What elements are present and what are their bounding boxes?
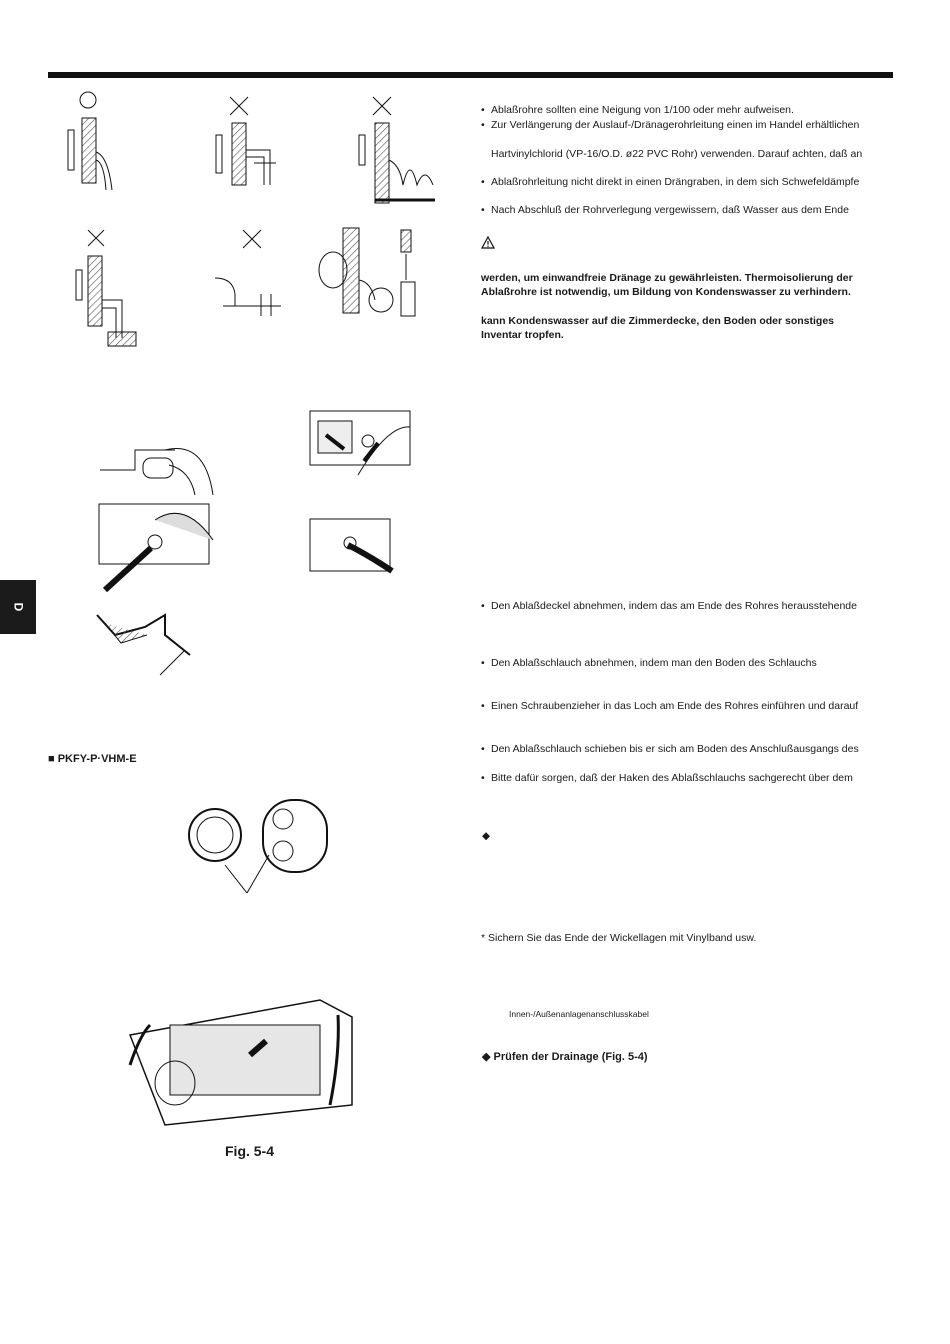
asterisk-note: * Sichern Sie das Ende der Wickellagen mit Vinylband usw. [481, 932, 757, 944]
drain-port-diagram [185, 795, 330, 900]
warning-icon [481, 236, 495, 249]
figure-caption: Fig. 5-4 [225, 1143, 275, 1159]
unit-filter-illustration [120, 995, 355, 1125]
drain-hose-attach-illustration [308, 515, 393, 577]
bullet-remove-drain-cap: • Den Ablaßdeckel abnehmen, indem das am Ende des Rohres herausstehende [491, 599, 857, 613]
warning-text-line-1: werden, um einwandfreie Dränage zu gewährleisten. Thermoisolierung der [481, 272, 853, 284]
warning-text-line-3: kann Kondenswasser auf die Zimmerdecke, den Boden oder sonstiges [481, 315, 835, 327]
top-rule [48, 72, 893, 78]
drain-slope-diagram-correct [60, 90, 130, 190]
drain-pipe-connection-diagram [315, 220, 435, 325]
drain-slope-diagram-wrong-2 [355, 95, 440, 205]
pipe-extension-continued: Hartvinylchlorid (VP-16/O.D. ø22 PVC Rohr) verwenden. Darauf achten, daß an [491, 148, 863, 160]
bullet-insert-screwdriver: • Einen Schraubenzieher in das Loch am Ende des Rohres einführen und darauf [491, 699, 858, 713]
bullet-hook-drain-hose: • Bitte dafür sorgen, daß der Haken des Ablaßschlauchs sachgerecht über dem [491, 771, 853, 785]
drain-slope-diagram-wrong-3 [70, 228, 150, 348]
cable-label: Innen-/Außenanlagenanschlusskabel [509, 1009, 649, 1019]
bullet-drain-slope: • Ablaßrohre sollten eine Neigung von 1/100 oder mehr aufweisen. [491, 103, 794, 117]
bullet-check-water-flow: • Nach Abschluß der Rohrverlegung vergewissern, daß Wasser aus dem Ende [491, 203, 849, 217]
drain-hose-removal-illustration [308, 405, 413, 485]
screwdriver-insert-illustration [95, 500, 225, 600]
language-tab-label: D [10, 602, 25, 612]
drain-slope-diagram-wrong-4 [215, 228, 285, 318]
drain-hose-hook-section [95, 605, 195, 680]
bullet-push-drain-hose: • Den Ablaßschlauch schieben bis er sich am Boden des Anschlußausgangs des [491, 742, 859, 756]
diamond-symbol: ◆ [482, 830, 491, 842]
warning-text-line-2: Ablaßrohre ist notwendig, um Bildung von Kondenswasser zu verhindern. [481, 286, 851, 298]
bullet-remove-drain-hose: • Den Ablaßschlauch abnehmen, indem man den Boden des Schlauchs [491, 656, 817, 670]
bullet-drain-trench: • Ablaßrohrleitung nicht direkt in einen Drängraben, in dem sich Schwefeldämpfe [491, 175, 859, 189]
language-tab [0, 580, 36, 634]
drain-cap-removal-illustration [95, 410, 225, 500]
drain-slope-diagram-wrong-1 [210, 95, 290, 190]
drain-check-heading: ◆ Prüfen der Drainage (Fig. 5-4) [482, 1051, 648, 1063]
bullet-pipe-extension: • Zur Verlängerung der Auslauf-/Dränagerohrleitung einen im Handel erhältlichen [491, 118, 859, 132]
warning-text-line-4: Inventar tropfen. [481, 329, 564, 341]
model-heading: ■ PKFY-P·VHM-E [48, 753, 137, 765]
